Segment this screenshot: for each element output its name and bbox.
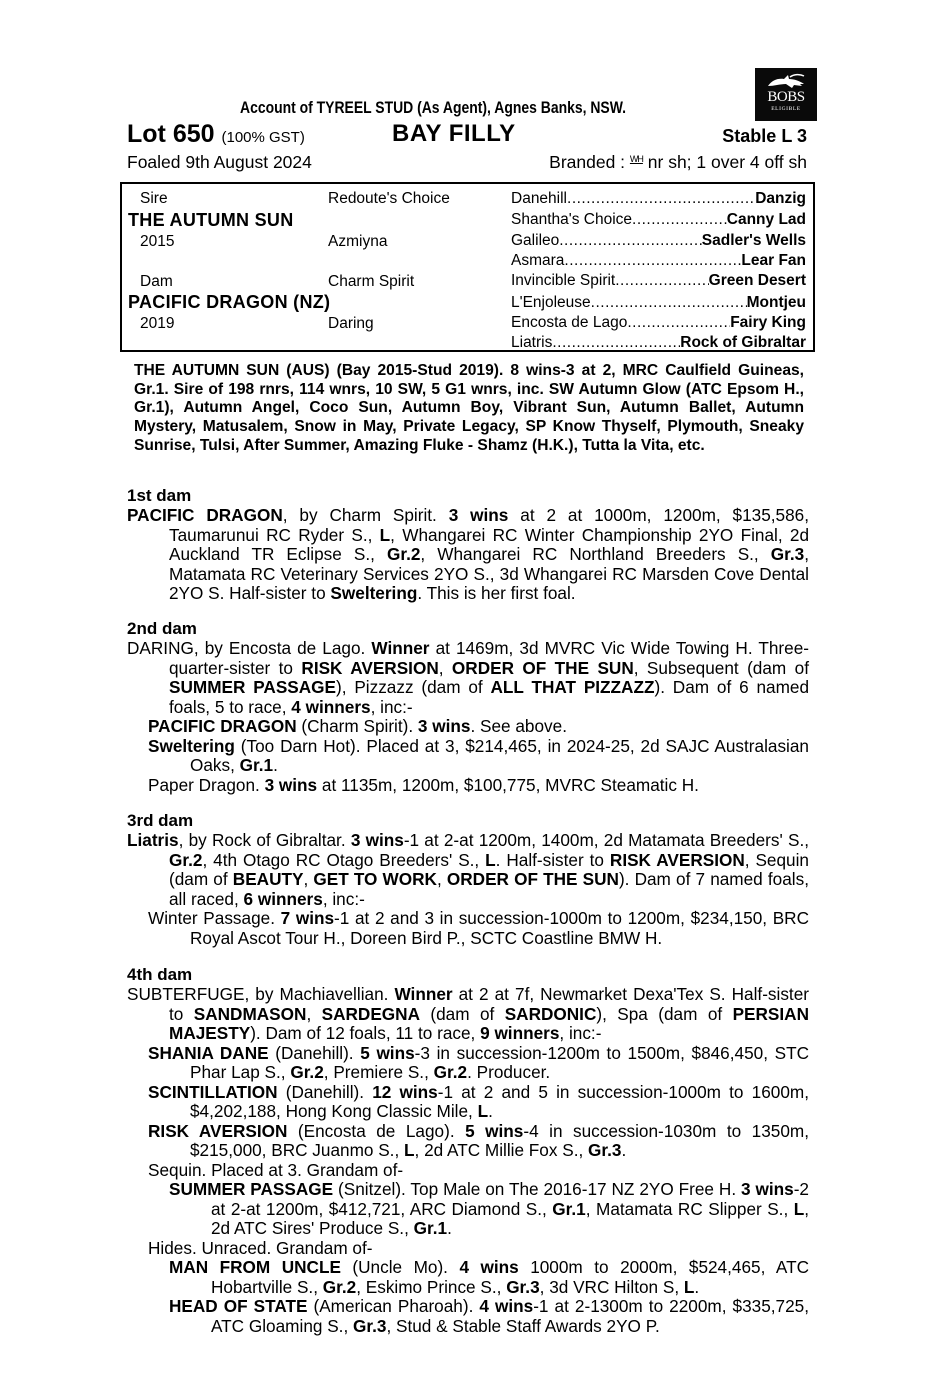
- sire-dam: Azmiyna: [328, 233, 388, 250]
- stable-location: Stable L 3: [722, 126, 807, 146]
- progeny-entry: SUBTERFUGE, by Machiavellian. Winner at 2 at 7f, Newmarket Dexa'Tex S. Half-sister to SANDMASON, SARDEGNA (dam of SARDONIC), Spa (dam of PERSIAN MAJESTY). Dam of 12 foals, 11 to race, 9 winners, inc:-: [127, 984, 809, 1043]
- grandsire: Invincible Spirit: [511, 272, 616, 289]
- great-grandsire: Sadler's Wells: [701, 232, 806, 249]
- logo-sub-text: ELIGIBLE: [771, 106, 801, 112]
- foaled-date: Foaled 9th August 2024: [127, 152, 312, 172]
- brand-info: [549, 152, 807, 173]
- branded-label: Branded :: [549, 152, 626, 172]
- progeny-entry: SUMMER PASSAGE (Snitzel). Top Male on The 2016-17 NZ 2YO Free H. 3 wins-2 at 2-at 1200m, $412,721, ARC Diamond S., Gr.1, Matamata RC Slipper S., L, 2d ATC Sires' Produce S., Gr.1.: [169, 1179, 809, 1238]
- progeny-entry: Sweltering (Too Darn Hot). Placed at 3, $214,465, in 2024-25, 2d SAJC Australasian Oaks, Gr.1.: [148, 735, 809, 775]
- branded-detail: nr sh; 1 over 4 off sh: [647, 152, 807, 172]
- progeny-entry: RISK AVERSION (Encosta de Lago). 5 wins-4 in succession-1030m to 1350m, $215,000, BRC Juanmo S., L, 2d ATC Millie Fox S., Gr.3.: [148, 1120, 809, 1160]
- grandparent-row: [511, 211, 806, 229]
- dam-name: PACIFIC DRAGON (NZ): [128, 292, 331, 312]
- progeny-entry: PACIFIC DRAGON (Charm Spirit). 3 wins. See above.: [148, 716, 567, 736]
- section-heading: 1st dam: [127, 486, 192, 505]
- dam-section-4: [127, 965, 809, 1336]
- great-grandsire: Rock of Gibraltar: [680, 334, 806, 351]
- progeny-entry: HEAD OF STATE (American Pharoah). 4 wins-1 at 2-1300m to 2200m, $335,725, ATC Gloaming S., Gr.3, Stud & Stable Staff Awards 2YO P.: [169, 1296, 810, 1336]
- great-grandsire: Green Desert: [708, 272, 806, 289]
- progeny-entry: SCINTILLATION (Danehill). 12 wins-1 at 2 and 5 in succession-1000m to 1600m, $4,202,188, Hong Kong Classic Mile, L.: [148, 1081, 809, 1121]
- great-grandsire: Montjeu: [746, 294, 806, 311]
- lot-number: [127, 120, 305, 149]
- sire-label: Sire: [140, 190, 168, 207]
- progeny-entry: SHANIA DANE (Danehill). 5 wins-3 in succession-1200m to 1500m, $846,450, STC Phar Lap S., Gr.2, Premiere S., Gr.2. Producer.: [148, 1042, 809, 1082]
- grandparent-row: [511, 314, 806, 332]
- brand-mark-icon: WH: [629, 154, 643, 164]
- progeny-entry: Paper Dragon. 3 wins at 1135m, 1200m, $100,775, MVRC Steamatic H.: [148, 774, 699, 795]
- grandsire: Danehill: [511, 190, 568, 207]
- section-heading: 3rd dam: [127, 811, 194, 830]
- sire-summary: THE AUTUMN SUN (AUS) (Bay 2015-Stud 2019). 8 wins-3 at 2, MRC Caulfield Guineas, Gr.1. Sire of 198 rnrs, 114 wnrs, 10 SW, 5 G1 wnrs, inc. SW Autumn Glow (ATC Epsom H., Gr.1), Autumn Angel, Coco Sun, Autumn Boy, Vibrant Sun, Autumn Ballet, Autumn Mystery, Matusalem, Snow in May, Private Legacy, SP Know Thyself, Plymouth, Sneaky Sunrise, Tulsi, After Summer, Amazing Fluke - Shamz (H.K.), Tutta la Vita, etc.: [134, 362, 804, 454]
- dam-dam: Daring: [328, 315, 374, 332]
- section-heading: 4th dam: [127, 965, 193, 984]
- section-heading: 2nd dam: [127, 619, 197, 638]
- grandparent-row: [511, 190, 806, 208]
- grandparent-row: [511, 232, 806, 250]
- grandparent-row: [511, 252, 806, 270]
- sire-year: 2015: [140, 233, 175, 250]
- great-grandsire: Fairy King: [730, 314, 806, 331]
- great-grandsire: Lear Fan: [741, 252, 806, 269]
- progeny-entry: PACIFIC DRAGON, by Charm Spirit. 3 wins at 2 at 1000m, 1200m, $135,586, Taumarunui RC Ryder S., L, Whangarei RC Winter Championship 2YO Final, 2d Auckland TR Eclipse S., Gr.2, Whangarei RC Northland Breeders S., Gr.3, Matamata RC Veterinary Services 2YO S., 3d Whangarei RC Marsden Cove Dental 2YO S. Half-sister to Sweltering. This is her first foal.: [127, 505, 810, 603]
- vendor-account: Account of TYREEL STUD (As Agent), Agnes Banks, NSW.: [240, 98, 626, 117]
- grandparent-row: [511, 334, 806, 352]
- horse-head-icon: [764, 72, 808, 90]
- sire-sire: Redoute's Choice: [328, 190, 450, 207]
- granddam: Shantha's Choice: [511, 211, 633, 228]
- progeny-entry: Winter Passage. 7 wins-1 at 2 and 3 in succession-1000m to 1200m, $234,150, BRC Royal Ascot Tour H., Doreen Bird P., SCTC Coastline BMW H.: [148, 908, 809, 948]
- dam-year: 2019: [140, 315, 175, 332]
- grandparent-row: [511, 294, 806, 312]
- pedigree-table: [120, 182, 815, 352]
- grandsire: Galileo: [511, 232, 560, 249]
- gst-note: (100% GST): [221, 129, 305, 146]
- dam-label: Dam: [140, 273, 173, 290]
- logo-main-text: BOBS: [767, 89, 805, 105]
- granddam: Asmara: [511, 252, 565, 269]
- progeny-entry: DARING, by Encosta de Lago. Winner at 1469m, 3d MVRC Vic Wide Towing H. Three-quarter-sister to RISK AVERSION, ORDER OF THE SUN, Subsequent (dam of SUMMER PASSAGE), Pizzazz (dam of ALL THAT PIZZAZZ). Dam of 6 named foals, 5 to race, 4 winners, inc:-: [127, 638, 810, 717]
- lot-line: [127, 120, 809, 150]
- bobs-eligible-logo: [755, 68, 817, 121]
- granddam: Liatris: [511, 334, 553, 351]
- dam-sire: Charm Spirit: [328, 273, 415, 290]
- grandsire: Encosta de Lago: [511, 314, 628, 331]
- progeny-entry: MAN FROM UNCLE (Uncle Mo). 4 wins 1000m to 2000m, $524,465, ATC Hobartville S., Gr.2, Eskimo Prince S., Gr.3, 3d VRC Hilton S, L.: [169, 1257, 809, 1297]
- grandparent-row: [511, 272, 806, 290]
- great-grandsire: Danzig: [755, 190, 806, 207]
- horse-description: BAY FILLY: [392, 120, 516, 147]
- progeny-entry: Sequin. Placed at 3. Grandam of-: [148, 1159, 404, 1180]
- dam-section-2: [127, 619, 809, 795]
- progeny-entry: Hides. Unraced. Grandam of-: [148, 1237, 373, 1258]
- sire-name: THE AUTUMN SUN: [128, 210, 294, 230]
- lot-label: Lot 650: [127, 120, 215, 148]
- dam-section-3: [127, 811, 809, 948]
- great-grandsire: Canny Lad: [726, 211, 806, 228]
- dam-section-1: [127, 486, 809, 604]
- progeny-entry: Liatris, by Rock of Gibraltar. 3 wins-1 at 2-at 1200m, 1400m, 2d Matamata Breeders' S., Gr.2, 4th Otago RC Otago Breeders' S., L. Half-sister to RISK AVERSION, Sequin (dam of BEAUTY, GET TO WORK, ORDER OF THE SUN). Dam of 7 named foals, all raced, 6 winners, inc:-: [127, 830, 809, 909]
- granddam: L'Enjoleuse: [511, 294, 591, 311]
